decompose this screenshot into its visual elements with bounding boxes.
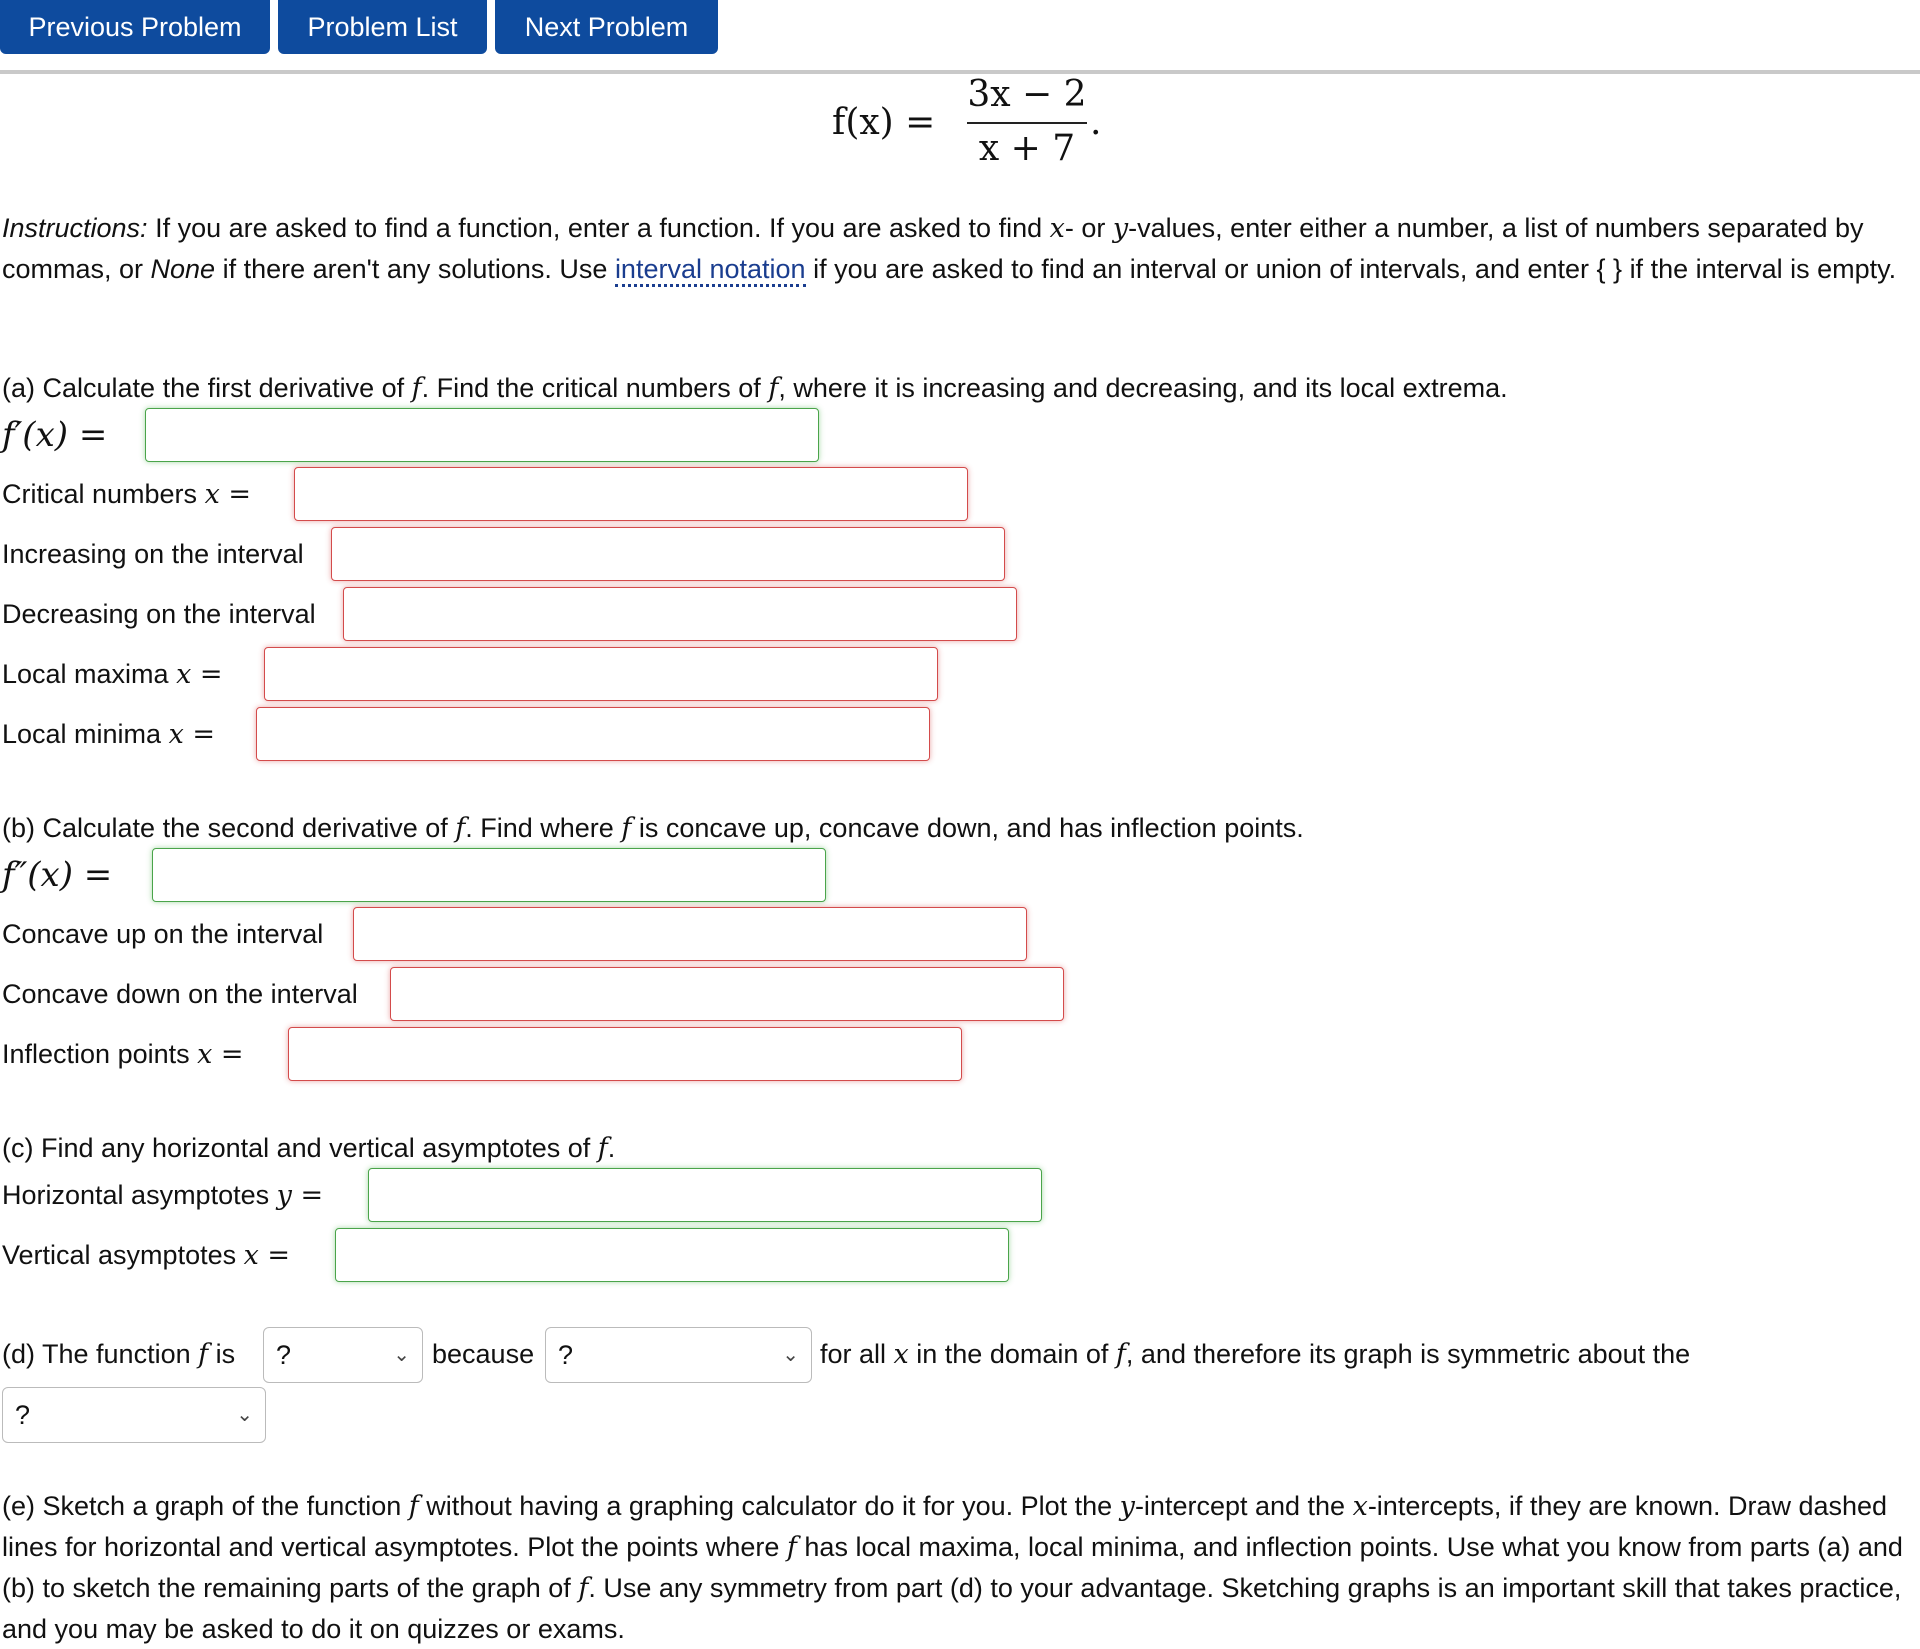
local-minima-input[interactable] [256, 707, 930, 761]
formula-lhs: f(x) = [832, 102, 936, 143]
part-c-prompt: (c) Find any horizontal and vertical asymptotes of f. [2, 1133, 616, 1164]
part-a-prompt: (a) Calculate the first derivative of f. Find the critical numbers of f, where it is increasing and decreasing, and its local extrema. [2, 373, 1508, 404]
formula-denominator: x + 7 [978, 128, 1076, 169]
part-e-prompt: (e) Sketch a graph of the function f without having a graphing calculator do it for you. Plot the y-intercept and the x-intercepts, if they are known. Draw dashed lines for horizontal and vertical asymptotes. Plot the points where f has local maxima, local minima, and inflection points. Use what you know from parts (a) and (b) to sketch the remaining parts of the graph of f. Use any symmetry from part (d) to your advantage. Sketching graphs is an important skill that takes practice, and you may be asked to do it on quizzes or exams. [2, 1491, 1903, 1644]
decreasing-interval-input[interactable] [343, 587, 1017, 641]
vertical-asymptotes-label: Vertical asymptotes x = [2, 1240, 291, 1271]
chevron-down-icon: ⌄ [236, 1404, 253, 1426]
local-maxima-input[interactable] [264, 647, 938, 701]
chevron-down-icon: ⌄ [393, 1344, 410, 1366]
function-formula [832, 74, 1102, 174]
vertical-asymptotes-input[interactable] [335, 1228, 1009, 1282]
local-maxima-label: Local maxima x = [2, 659, 223, 690]
parity-select[interactable]: ? ⌄ [263, 1327, 423, 1383]
part-d-prefix: (d) The function f is [2, 1339, 236, 1370]
horizontal-asymptotes-input[interactable] [368, 1168, 1042, 1222]
previous-problem-button[interactable]: Previous Problem [0, 0, 270, 54]
first-derivative-input[interactable] [145, 408, 819, 462]
second-derivative-label: f″(x) = [2, 855, 113, 895]
part-b-prompt: (b) Calculate the second derivative of f. Find where f is concave up, concave down, and has inflection points. [2, 813, 1304, 844]
inflection-points-label: Inflection points x = [2, 1039, 244, 1070]
part-d-suffix: for all x in the domain of f, and therefore its graph is symmetric about the [820, 1339, 1691, 1370]
next-problem-button[interactable]: Next Problem [495, 0, 718, 54]
inflection-points-input[interactable] [288, 1027, 962, 1081]
formula-numerator: 3x − 2 [967, 74, 1087, 115]
problem-nav-bar [0, 0, 1920, 74]
concave-down-input[interactable] [390, 967, 1064, 1021]
increasing-interval-input[interactable] [331, 527, 1005, 581]
because-label: because [432, 1339, 535, 1369]
horizontal-asymptotes-label: Horizontal asymptotes y = [2, 1180, 324, 1211]
concave-up-label: Concave up on the interval [2, 919, 324, 949]
critical-numbers-label: Critical numbers x = [2, 479, 251, 510]
interval-notation-link[interactable]: interval notation [615, 254, 806, 287]
fraction-bar [967, 122, 1087, 124]
reason-select[interactable]: ? ⌄ [545, 1327, 812, 1383]
instructions-text: Instructions: If you are asked to find a function, enter a function. If you are asked to find x- or y-values, enter either a number, a list of numbers separated by commas, or None if there aren't any solutions. Use interval notation if you are asked to find an interval or union of intervals, and enter { } if the interval is empty. [2, 208, 1902, 289]
critical-numbers-input[interactable] [294, 467, 968, 521]
increasing-interval-label: Increasing on the interval [2, 539, 304, 569]
chevron-down-icon: ⌄ [782, 1344, 799, 1366]
first-derivative-label: f′(x) = [2, 415, 108, 455]
concave-down-label: Concave down on the interval [2, 979, 358, 1009]
second-derivative-input[interactable] [152, 848, 826, 902]
symmetry-select[interactable]: ? ⌄ [2, 1387, 266, 1443]
local-minima-label: Local minima x = [2, 719, 215, 750]
formula-period: . [1090, 102, 1102, 143]
decreasing-interval-label: Decreasing on the interval [2, 599, 316, 629]
concave-up-input[interactable] [353, 907, 1027, 961]
problem-list-button[interactable]: Problem List [278, 0, 487, 54]
